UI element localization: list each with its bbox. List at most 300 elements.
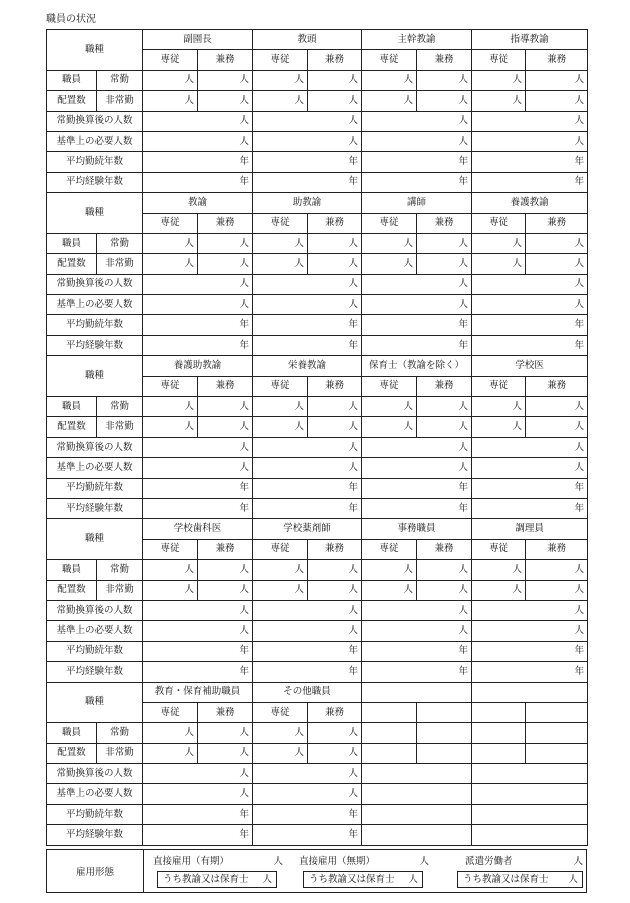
count-cell-dedicated[interactable]: 人 [253,91,308,111]
empty-cell [362,804,472,824]
employment-type-name: 直接雇用（有期） [153,856,230,867]
concurrent-header: 兼務 [198,376,253,396]
empty-cell [362,825,472,845]
summary-value-cell[interactable]: 年 [253,152,362,172]
summary-value-cell[interactable]: 人 [362,621,472,641]
concurrent-header: 兼務 [417,50,472,70]
full-time-label: 常勤 [97,233,143,253]
summary-value-cell[interactable]: 人 [253,458,362,478]
count-cell-concurrent[interactable]: 人 [526,417,588,437]
teacher-count-box[interactable]: うち教諭又は保育士 人 [457,871,583,888]
concurrent-header: 兼務 [526,376,588,396]
table-row [47,458,588,478]
count-cell-dedicated[interactable]: 人 [253,397,308,417]
summary-value-cell[interactable]: 人 [253,764,362,784]
table-row [47,30,588,50]
count-cell-concurrent[interactable]: 人 [417,233,472,253]
summary-value-cell[interactable]: 人 [362,111,472,131]
count-cell-concurrent[interactable]: 人 [308,70,362,90]
count-cell-concurrent[interactable]: 人 [526,560,588,580]
employment-type-row [46,849,587,893]
concurrent-header: 兼務 [417,539,472,559]
table-row [47,723,588,743]
job-type-name: 養護教諭 [472,193,588,213]
employment-direct-indefinite: 直接雇用（無期） 人 うち教諭又は保育士 人 [293,853,433,889]
summary-value-cell[interactable]: 年 [472,641,588,661]
count-cell-concurrent[interactable]: 人 [198,254,253,274]
avg-service-years-label: 平均勤続年数 [47,315,143,335]
count-cell-concurrent[interactable]: 人 [308,580,362,600]
dedicated-header: 専従 [472,539,526,559]
empty-cell [417,702,472,722]
avg-experience-years-label: 平均経験年数 [47,662,143,682]
summary-value-cell[interactable]: 年 [143,498,253,518]
job-type-name: 教頭 [253,30,362,50]
count-cell-dedicated[interactable]: 人 [253,560,308,580]
count-cell-dedicated[interactable]: 人 [472,254,526,274]
table-row [47,804,588,824]
count-cell-dedicated[interactable]: 人 [143,560,198,580]
table-row [47,825,588,845]
required-count-label: 基準上の必要人数 [47,621,143,641]
table-row [47,233,588,253]
count-cell-dedicated[interactable]: 人 [143,580,198,600]
dedicated-header: 専従 [253,539,308,559]
empty-cell [472,743,526,763]
count-cell-dedicated[interactable]: 人 [253,70,308,90]
avg-service-years-label: 平均勤続年数 [47,478,143,498]
required-count-label: 基準上の必要人数 [47,131,143,151]
count-cell-dedicated[interactable]: 人 [472,91,526,111]
count-cell-dedicated[interactable]: 人 [143,233,198,253]
dedicated-header: 専従 [143,50,198,70]
summary-value-cell[interactable]: 人 [143,111,253,131]
summary-value-cell[interactable]: 人 [143,458,253,478]
count-cell-concurrent[interactable]: 人 [526,580,588,600]
count-cell-concurrent[interactable]: 人 [417,580,472,600]
table-row [47,417,588,437]
summary-value-cell[interactable]: 年 [362,335,472,355]
table-row [47,580,588,600]
count-cell-dedicated[interactable]: 人 [362,70,417,90]
summary-value-cell[interactable]: 人 [253,274,362,294]
avg-service-years-label: 平均勤続年数 [47,152,143,172]
table-row [47,335,588,355]
table-row [47,478,588,498]
count-cell-dedicated[interactable]: 人 [472,417,526,437]
summary-value-cell[interactable]: 年 [362,152,472,172]
full-time-label: 常勤 [97,70,143,90]
job-type-name: 教諭 [143,193,253,213]
summary-value-cell[interactable]: 年 [253,478,362,498]
summary-value-cell[interactable]: 人 [362,458,472,478]
summary-value-cell[interactable]: 年 [253,498,362,518]
summary-value-cell[interactable]: 年 [472,662,588,682]
summary-value-cell[interactable]: 人 [143,295,253,315]
empty-cell [472,825,588,845]
count-cell-concurrent[interactable]: 人 [198,560,253,580]
job-type-name: 講師 [362,193,472,213]
count-cell-dedicated[interactable]: 人 [253,580,308,600]
concurrent-header: 兼務 [308,50,362,70]
count-cell-concurrent[interactable]: 人 [198,580,253,600]
summary-value-cell[interactable]: 年 [253,804,362,824]
dedicated-header: 専従 [472,213,526,233]
job-type-header: 職種 [47,682,143,723]
empty-cell [362,723,417,743]
job-type-name: その他職員 [253,682,362,702]
summary-value-cell[interactable]: 年 [253,335,362,355]
summary-value-cell[interactable]: 年 [143,478,253,498]
summary-value-cell[interactable]: 年 [362,478,472,498]
summary-value-cell[interactable]: 年 [362,315,472,335]
table-row [47,91,588,111]
summary-value-cell[interactable]: 年 [253,641,362,661]
table-row [47,662,588,682]
empty-cell [472,723,526,743]
dedicated-header: 専従 [362,50,417,70]
concurrent-header: 兼務 [198,50,253,70]
fte-count-label: 常勤換算後の人数 [47,437,143,457]
part-time-label: 非常勤 [97,580,143,600]
count-cell-dedicated[interactable]: 人 [472,233,526,253]
count-cell-concurrent[interactable]: 人 [198,233,253,253]
count-cell-concurrent[interactable]: 人 [526,91,588,111]
count-cell-concurrent[interactable]: 人 [198,743,253,763]
avg-service-years-label: 平均勤続年数 [47,804,143,824]
summary-value-cell[interactable]: 年 [362,498,472,518]
count-cell-dedicated[interactable]: 人 [143,70,198,90]
summary-value-cell[interactable]: 人 [253,621,362,641]
empty-cell [526,702,588,722]
summary-value-cell[interactable]: 人 [253,784,362,804]
count-cell-dedicated[interactable]: 人 [143,397,198,417]
empty-cell [362,764,472,784]
concurrent-header: 兼務 [198,702,253,722]
avg-experience-years-label: 平均経験年数 [47,172,143,192]
count-cell-concurrent[interactable]: 人 [308,91,362,111]
job-type-header: 職種 [47,519,143,560]
table-row [47,498,588,518]
part-time-label: 非常勤 [97,254,143,274]
job-type-name: 栄養教諭 [253,356,362,376]
deployed-count-label: 配置数 [47,254,97,274]
count-cell-dedicated[interactable]: 人 [362,417,417,437]
job-type-name: 学校薬剤師 [253,519,362,539]
count-cell-dedicated[interactable]: 人 [253,233,308,253]
summary-value-cell[interactable]: 人 [143,131,253,151]
concurrent-header: 兼務 [526,213,588,233]
table-row [47,274,588,294]
summary-value-cell[interactable]: 年 [143,641,253,661]
empty-cell [472,784,588,804]
full-time-label: 常勤 [97,397,143,417]
count-cell-concurrent[interactable]: 人 [308,397,362,417]
count-cell-concurrent[interactable]: 人 [526,70,588,90]
employment-type-label: 雇用形態 [47,850,144,892]
teacher-count-box[interactable]: うち教諭又は保育士 人 [303,871,423,888]
summary-value-cell[interactable]: 年 [472,478,588,498]
summary-value-cell[interactable]: 年 [253,662,362,682]
full-time-label: 常勤 [97,723,143,743]
count-cell-concurrent[interactable]: 人 [417,254,472,274]
summary-value-cell[interactable]: 年 [362,662,472,682]
table-row [47,397,588,417]
table-row [47,519,588,539]
summary-value-cell[interactable]: 年 [143,315,253,335]
summary-value-cell[interactable]: 人 [472,600,588,620]
summary-value-cell[interactable]: 人 [472,621,588,641]
concurrent-header: 兼務 [417,213,472,233]
count-cell-concurrent[interactable]: 人 [308,417,362,437]
count-cell-concurrent[interactable]: 人 [417,91,472,111]
summary-value-cell[interactable]: 年 [472,152,588,172]
summary-value-cell[interactable]: 人 [472,131,588,151]
employment-dispatched: 派遣労働者 人 うち教諭又は保育士 人 [441,853,581,889]
count-cell-dedicated[interactable]: 人 [472,397,526,417]
count-cell-concurrent[interactable]: 人 [198,91,253,111]
count-cell-concurrent[interactable]: 人 [308,254,362,274]
concurrent-header: 兼務 [308,702,362,722]
summary-value-cell[interactable]: 人 [143,621,253,641]
full-time-label: 常勤 [97,560,143,580]
table-row [47,70,588,90]
count-cell-concurrent[interactable]: 人 [308,560,362,580]
job-type-name: 副園長 [143,30,253,50]
count-cell-dedicated[interactable]: 人 [472,560,526,580]
dedicated-header: 専従 [362,376,417,396]
dedicated-header: 専従 [143,376,198,396]
summary-value-cell[interactable]: 人 [143,764,253,784]
concurrent-header: 兼務 [198,539,253,559]
summary-value-cell[interactable]: 年 [253,315,362,335]
dedicated-header: 専従 [472,50,526,70]
table-row [47,315,588,335]
count-cell-dedicated[interactable]: 人 [362,397,417,417]
count-cell-dedicated[interactable]: 人 [253,254,308,274]
summary-value-cell[interactable]: 人 [362,437,472,457]
employment-direct-fixed: 直接雇用（有期） 人 うち教諭又は保育士 人 [147,853,287,889]
empty-cell [362,702,417,722]
empty-cell [472,804,588,824]
employment-type-name: 直接雇用（無期） [299,856,376,867]
count-cell-concurrent[interactable]: 人 [308,233,362,253]
concurrent-header: 兼務 [308,376,362,396]
job-type-name: 養護助教諭 [143,356,253,376]
avg-experience-years-label: 平均経験年数 [47,825,143,845]
summary-value-cell[interactable]: 人 [472,111,588,131]
summary-value-cell[interactable]: 人 [472,437,588,457]
table-row [47,152,588,172]
summary-value-cell[interactable]: 人 [143,274,253,294]
count-cell-dedicated[interactable]: 人 [143,723,198,743]
summary-value-cell[interactable]: 年 [472,335,588,355]
table-row [47,621,588,641]
summary-value-cell[interactable]: 人 [143,600,253,620]
job-type-name: 保育士（教諭を除く） [362,356,472,376]
summary-value-cell[interactable]: 年 [253,172,362,192]
staff-label: 職員 [47,70,97,90]
dedicated-header: 専従 [472,376,526,396]
count-cell-concurrent[interactable]: 人 [526,233,588,253]
count-cell-concurrent[interactable]: 人 [308,723,362,743]
summary-value-cell[interactable]: 年 [472,315,588,335]
fte-count-label: 常勤換算後の人数 [47,600,143,620]
summary-value-cell[interactable]: 人 [253,600,362,620]
table-row [47,111,588,131]
fte-count-label: 常勤換算後の人数 [47,274,143,294]
empty-cell [526,723,588,743]
summary-value-cell[interactable]: 人 [143,437,253,457]
count-cell-concurrent[interactable]: 人 [417,70,472,90]
count-cell-concurrent[interactable]: 人 [526,397,588,417]
part-time-label: 非常勤 [97,417,143,437]
staff-status-table [46,29,588,846]
count-cell-dedicated[interactable]: 人 [362,91,417,111]
count-cell-dedicated[interactable]: 人 [472,70,526,90]
empty-cell [362,682,472,702]
summary-value-cell[interactable]: 人 [362,131,472,151]
dedicated-header: 専従 [143,213,198,233]
table-row [47,437,588,457]
summary-value-cell[interactable]: 年 [472,498,588,518]
table-row [47,356,588,376]
dedicated-header: 専従 [253,213,308,233]
required-count-label: 基準上の必要人数 [47,458,143,478]
dedicated-header: 専従 [362,213,417,233]
avg-service-years-label: 平均勤続年数 [47,641,143,661]
concurrent-header: 兼務 [308,539,362,559]
count-cell-dedicated[interactable]: 人 [143,417,198,437]
count-cell-concurrent[interactable]: 人 [526,254,588,274]
summary-value-cell[interactable]: 年 [143,335,253,355]
summary-value-cell[interactable]: 人 [253,295,362,315]
count-cell-dedicated[interactable]: 人 [143,743,198,763]
summary-value-cell[interactable]: 人 [472,295,588,315]
job-type-name: 主幹教諭 [362,30,472,50]
summary-value-cell[interactable]: 年 [143,152,253,172]
count-cell-dedicated[interactable]: 人 [362,233,417,253]
empty-cell [472,682,588,702]
summary-value-cell[interactable]: 人 [472,274,588,294]
table-row [47,295,588,315]
summary-value-cell[interactable]: 人 [143,784,253,804]
summary-value-cell[interactable]: 年 [253,825,362,845]
deployed-count-label: 配置数 [47,743,97,763]
concurrent-header: 兼務 [526,50,588,70]
count-cell-dedicated[interactable]: 人 [253,417,308,437]
job-type-name: 教育・保育補助職員 [143,682,253,702]
dedicated-header: 専従 [253,702,308,722]
count-cell-concurrent[interactable]: 人 [198,70,253,90]
summary-value-cell[interactable]: 年 [362,172,472,192]
job-type-header: 職種 [47,193,143,234]
summary-value-cell[interactable]: 人 [362,600,472,620]
empty-cell [417,723,472,743]
fte-count-label: 常勤換算後の人数 [47,764,143,784]
summary-value-cell[interactable]: 年 [143,825,253,845]
summary-value-cell[interactable]: 人 [472,458,588,478]
page-title: 職員の状況 [46,14,96,25]
dedicated-header: 専従 [253,376,308,396]
dedicated-header: 専従 [253,50,308,70]
summary-value-cell[interactable]: 人 [362,295,472,315]
dedicated-header: 専従 [143,702,198,722]
part-time-label: 非常勤 [97,743,143,763]
required-count-label: 基準上の必要人数 [47,295,143,315]
concurrent-header: 兼務 [308,213,362,233]
summary-value-cell[interactable]: 人 [253,131,362,151]
count-cell-concurrent[interactable]: 人 [198,417,253,437]
empty-cell [472,702,526,722]
required-count-label: 基準上の必要人数 [47,784,143,804]
concurrent-header: 兼務 [417,376,472,396]
summary-value-cell[interactable]: 人 [253,111,362,131]
deployed-count-label: 配置数 [47,580,97,600]
concurrent-header: 兼務 [526,539,588,559]
teacher-count-box[interactable]: うち教諭又は保育士 人 [157,871,277,888]
staff-label: 職員 [47,233,97,253]
count-cell-dedicated[interactable]: 人 [362,254,417,274]
count-cell-concurrent[interactable]: 人 [198,723,253,743]
summary-value-cell[interactable]: 人 [362,274,472,294]
summary-value-cell[interactable]: 人 [253,437,362,457]
avg-experience-years-label: 平均経験年数 [47,498,143,518]
fte-count-label: 常勤換算後の人数 [47,111,143,131]
summary-value-cell[interactable]: 年 [472,172,588,192]
empty-cell [362,784,472,804]
part-time-label: 非常勤 [97,91,143,111]
job-type-header: 職種 [47,356,143,397]
employment-type-name: 派遣労働者 [465,856,513,867]
count-cell-concurrent[interactable]: 人 [417,417,472,437]
dedicated-header: 専従 [143,539,198,559]
count-cell-concurrent[interactable]: 人 [417,397,472,417]
count-cell-dedicated[interactable]: 人 [143,91,198,111]
count-cell-concurrent[interactable]: 人 [198,397,253,417]
job-type-name: 事務職員 [362,519,472,539]
empty-cell [472,764,588,784]
table-row [47,764,588,784]
count-cell-concurrent[interactable]: 人 [308,743,362,763]
summary-value-cell[interactable]: 年 [362,641,472,661]
summary-value-cell[interactable]: 年 [143,662,253,682]
count-cell-dedicated[interactable]: 人 [362,560,417,580]
staff-label: 職員 [47,397,97,417]
staff-label: 職員 [47,560,97,580]
table-row [47,743,588,763]
job-type-name: 調理員 [472,519,588,539]
summary-value-cell[interactable]: 年 [143,172,253,192]
empty-cell [526,743,588,763]
table-row [47,641,588,661]
count-cell-dedicated[interactable]: 人 [362,580,417,600]
count-cell-dedicated[interactable]: 人 [253,723,308,743]
deployed-count-label: 配置数 [47,91,97,111]
summary-value-cell[interactable]: 年 [143,804,253,824]
count-cell-concurrent[interactable]: 人 [417,560,472,580]
count-cell-dedicated[interactable]: 人 [472,580,526,600]
count-cell-dedicated[interactable]: 人 [253,743,308,763]
concurrent-header: 兼務 [198,213,253,233]
table-row [47,193,588,213]
avg-experience-years-label: 平均経験年数 [47,335,143,355]
count-cell-dedicated[interactable]: 人 [143,254,198,274]
job-type-name: 学校歯科医 [143,519,253,539]
deployed-count-label: 配置数 [47,417,97,437]
table-row [47,682,588,702]
table-row [47,600,588,620]
